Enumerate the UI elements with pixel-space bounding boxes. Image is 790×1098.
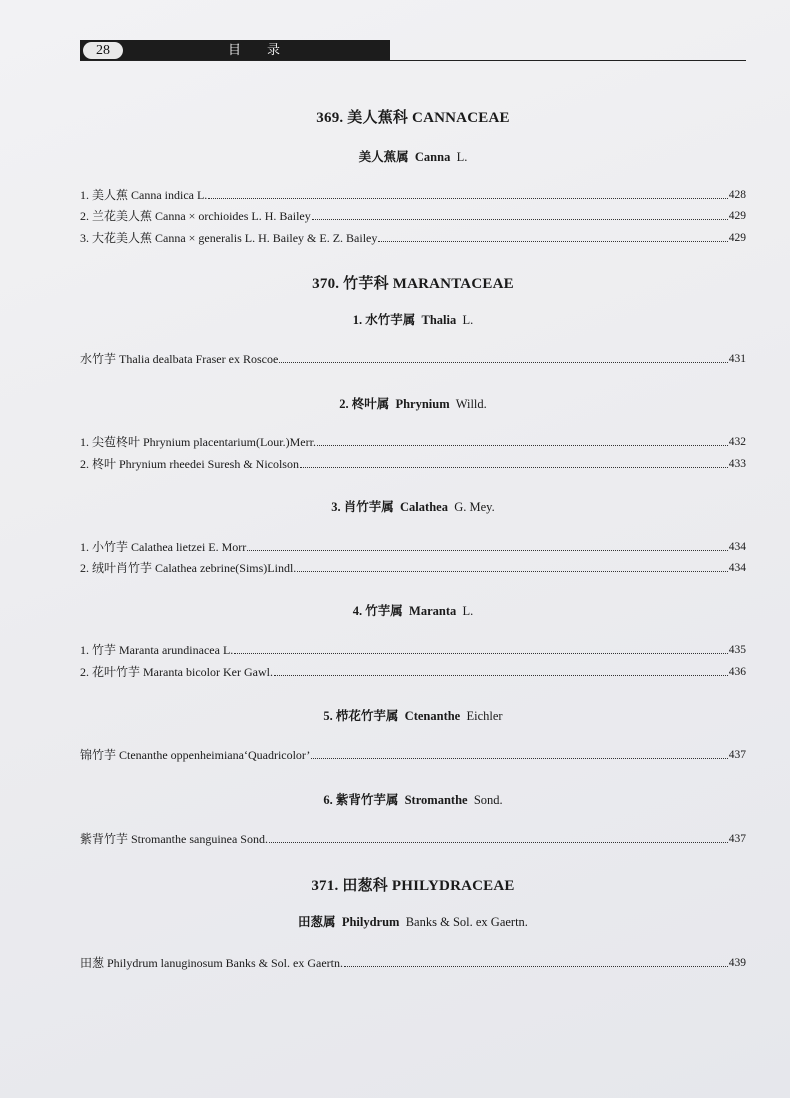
genus-author: G. Mey. [454, 500, 495, 514]
toc-entry[interactable] [80, 640, 746, 658]
entry-page: 434 [728, 541, 746, 553]
genus-latin: Stromanthe [404, 793, 468, 807]
genus-author: Sond. [473, 793, 503, 807]
toc-entry[interactable] [80, 829, 746, 847]
header-rule [80, 60, 746, 61]
genus-zh: 美人蕉属 [358, 150, 409, 164]
entry-page: 433 [728, 458, 746, 470]
entry-page: 435 [728, 644, 746, 656]
entry-page: 431 [728, 353, 746, 365]
entry-text: 2. 柊叶 Phrynium rheedei Suresh & Nicolson [80, 457, 299, 471]
genus-heading [80, 497, 746, 515]
genus-heading [80, 394, 746, 412]
dot-leader [297, 570, 727, 572]
header-title: 目录 [228, 43, 307, 58]
entry-page: 428 [728, 189, 746, 201]
genus-heading [80, 601, 746, 619]
genus-zh: 4. 竹芋属 [352, 604, 403, 618]
toc-entry[interactable] [80, 745, 746, 763]
dot-leader [300, 466, 728, 468]
entry-page: 437 [728, 749, 746, 761]
entry-text: 田葱 Philydrum lanuginosum Banks & Sol. ex Gaertn. [80, 956, 343, 970]
dot-leader [279, 361, 727, 363]
page-number: 28 [83, 42, 123, 59]
genus-heading [80, 147, 746, 165]
genus-heading [80, 912, 746, 930]
dot-leader [234, 652, 727, 654]
genus-heading [80, 706, 746, 724]
entry-text: 1. 竹芋 Maranta arundinacea L. [80, 643, 234, 657]
entry-page: 437 [728, 833, 746, 845]
toc-entry[interactable] [80, 206, 746, 224]
genus-author: L. [456, 150, 468, 164]
genus-latin: Canna [414, 150, 451, 164]
dot-leader [317, 444, 728, 446]
entry-page: 434 [728, 562, 746, 574]
entry-text: 2. 兰花美人蕉 Canna × orchioides L. H. Bailey [80, 209, 311, 223]
genus-latin: Ctenanthe [404, 709, 461, 723]
entry-text: 紫背竹芋 Stromanthe sanguinea Sond. [80, 832, 268, 846]
entry-text: 3. 大花美人蕉 Canna × generalis L. H. Bailey & E. Z. Bailey [80, 231, 378, 245]
family-heading: 369. 美人蕉科 CANNACEAE [316, 110, 510, 126]
entry-page: 439 [728, 957, 746, 969]
entry-text: 水竹芋 Thalia dealbata Fraser ex Roscoe [80, 352, 279, 366]
genus-latin: Calathea [400, 500, 448, 514]
entry-text: 2. 花叶竹芋 Maranta bicolor Ker Gawl. [80, 665, 273, 679]
genus-latin: Philydrum [341, 915, 400, 929]
toc-entry[interactable] [80, 228, 746, 246]
entry-text: 2. 绒叶肖竹芋 Calathea zebrine(Sims)Lindl. [80, 561, 297, 575]
dot-leader [344, 965, 728, 967]
entry-page: 436 [728, 666, 746, 678]
genus-latin: Phrynium [395, 397, 450, 411]
toc-entry[interactable] [80, 454, 746, 472]
dot-leader [378, 240, 727, 242]
genus-heading [80, 790, 746, 808]
genus-author: L. [462, 313, 474, 327]
genus-zh: 田葱属 [298, 915, 336, 929]
toc-entry[interactable] [80, 953, 746, 971]
genus-latin: Thalia [421, 313, 457, 327]
genus-zh: 3. 肖竹芋属 [331, 500, 394, 514]
dot-leader [208, 197, 727, 199]
entry-text: 1. 尖苞柊叶 Phrynium placentarium(Lour.)Merr. [80, 435, 316, 449]
family-heading: 370. 竹芋科 MARANTACEAE [312, 276, 514, 292]
dot-leader [274, 674, 728, 676]
toc-entry[interactable] [80, 537, 746, 555]
entry-page: 432 [728, 436, 746, 448]
family-heading: 371. 田葱科 PHILYDRACEAE [311, 878, 515, 894]
genus-author: Eichler [466, 709, 503, 723]
dot-leader [312, 218, 728, 220]
genus-zh: 2. 柊叶属 [339, 397, 390, 411]
genus-heading [80, 310, 746, 328]
dot-leader [311, 757, 727, 759]
genus-latin: Maranta [409, 604, 457, 618]
toc-entry[interactable] [80, 662, 746, 680]
genus-zh: 5. 栉花竹芋属 [323, 709, 399, 723]
genus-author: L. [462, 604, 474, 618]
toc-entry[interactable] [80, 349, 746, 367]
entry-text: 锦竹芋 Ctenanthe oppenheimiana‘Quadricolor’ [80, 748, 311, 762]
entry-text: 1. 小竹芋 Calathea lietzei E. Morr [80, 540, 247, 554]
genus-zh: 6. 紫背竹芋属 [323, 793, 399, 807]
toc-entry[interactable] [80, 185, 746, 203]
genus-author: Banks & Sol. ex Gaertn. [405, 915, 528, 929]
entry-page: 429 [728, 210, 746, 222]
genus-zh: 1. 水竹芋属 [352, 313, 416, 327]
dot-leader [247, 549, 727, 551]
entry-page: 429 [728, 232, 746, 244]
dot-leader [269, 841, 728, 843]
genus-author: Willd. [455, 397, 487, 411]
toc-entry[interactable] [80, 558, 746, 576]
toc-entry[interactable] [80, 432, 746, 450]
entry-text: 1. 美人蕉 Canna indica L. [80, 188, 208, 202]
